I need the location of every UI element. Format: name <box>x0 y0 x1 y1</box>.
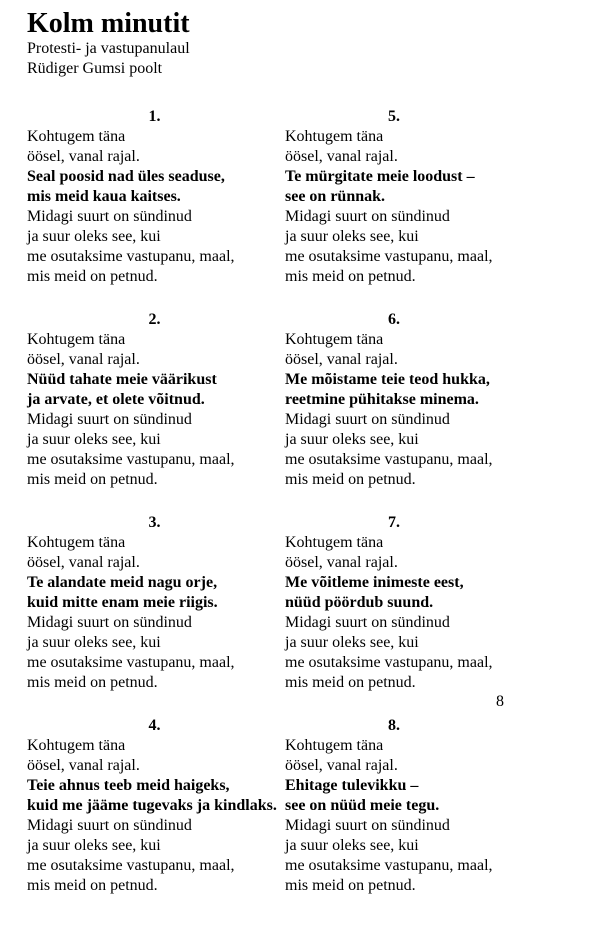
verse-line: ja suur oleks see, kui <box>27 431 161 448</box>
verse-number: 6. <box>388 311 400 328</box>
author-line: Rüdiger Gumsi poolt <box>27 60 163 77</box>
verse-line: Kohtugem täna <box>285 737 384 754</box>
verse-line: Kohtugem täna <box>285 128 384 145</box>
verse-line: ja suur oleks see, kui <box>285 431 419 448</box>
verse-line: Midagi suurt on sündinud <box>27 817 192 834</box>
verse-number: 2. <box>148 311 161 328</box>
verse-line: mis meid on petnud. <box>27 674 158 691</box>
verse-line-bold: Teie ahnus teeb meid haigeks, <box>27 777 230 794</box>
verse-line: Midagi suurt on sündinud <box>285 614 450 631</box>
verse-8 <box>285 716 503 896</box>
verse-line: me osutaksime vastupanu, maal, <box>285 451 493 468</box>
verse-line-bold: reetmine pühitakse minema. <box>285 391 479 408</box>
verse-line: mis meid on petnud. <box>285 471 416 488</box>
verse-6 <box>285 310 503 490</box>
page-number: 8 <box>496 693 504 710</box>
verse-line: me osutaksime vastupanu, maal, <box>27 451 235 468</box>
verse-7 <box>285 513 503 693</box>
verse-line: me osutaksime vastupanu, maal, <box>285 654 493 671</box>
verse-line-bold: kuid mitte enam meie riigis. <box>27 594 218 611</box>
verse-4 <box>27 716 282 896</box>
verse-line-bold: see on rünnak. <box>285 188 386 205</box>
verse-5 <box>285 107 503 287</box>
verse-number: 1. <box>148 108 161 125</box>
verse-2 <box>27 310 282 490</box>
verse-line: öösel, vanal rajal. <box>285 351 398 368</box>
verse-line: ja suur oleks see, kui <box>285 837 419 854</box>
verse-line-bold: Te alandate meid nagu orje, <box>27 574 218 591</box>
verse-line: öösel, vanal rajal. <box>285 554 398 571</box>
verse-number: 7. <box>388 514 400 531</box>
verse-line: mis meid on petnud. <box>27 268 158 285</box>
verse-line: mis meid on petnud. <box>285 877 416 894</box>
verse-number: 3. <box>148 514 161 531</box>
verse-line: me osutaksime vastupanu, maal, <box>285 857 493 874</box>
verse-line-bold: Nüüd tahate meie väärikust <box>27 371 217 388</box>
verse-line-bold: Ehitage tulevikku – <box>285 777 419 794</box>
verse-line: Midagi suurt on sündinud <box>27 614 192 631</box>
verse-line: Kohtugem täna <box>285 534 384 551</box>
verse-3 <box>27 513 282 693</box>
verse-line: öösel, vanal rajal. <box>27 554 140 571</box>
verse-line: ja suur oleks see, kui <box>27 228 161 245</box>
verse-line: ja suur oleks see, kui <box>285 228 419 245</box>
verse-number: 4. <box>148 717 161 734</box>
verse-line: ja suur oleks see, kui <box>27 634 161 651</box>
verse-line: öösel, vanal rajal. <box>285 148 398 165</box>
verse-number: 8. <box>388 717 400 734</box>
verse-line: ja suur oleks see, kui <box>285 634 419 651</box>
verse-line: mis meid on petnud. <box>27 877 158 894</box>
verse-line: Kohtugem täna <box>27 331 126 348</box>
verse-1 <box>27 107 282 287</box>
verse-line-bold: see on nüüd meie tegu. <box>285 797 440 814</box>
verse-line: öösel, vanal rajal. <box>27 757 140 774</box>
verse-line-bold: Me võitleme inimeste eest, <box>285 574 464 591</box>
verse-line: Kohtugem täna <box>27 128 126 145</box>
verse-line: Midagi suurt on sündinud <box>285 411 450 428</box>
verse-line: me osutaksime vastupanu, maal, <box>27 857 235 874</box>
verse-number: 5. <box>388 108 400 125</box>
verse-line: me osutaksime vastupanu, maal, <box>27 654 235 671</box>
verse-line: mis meid on petnud. <box>285 674 416 691</box>
page-title: Kolm minutit <box>27 8 190 39</box>
verse-line: ja suur oleks see, kui <box>27 837 161 854</box>
verse-line: me osutaksime vastupanu, maal, <box>285 248 493 265</box>
verse-line: me osutaksime vastupanu, maal, <box>27 248 235 265</box>
verse-line: Midagi suurt on sündinud <box>27 208 192 225</box>
verse-line: öösel, vanal rajal. <box>27 351 140 368</box>
verse-line: Kohtugem täna <box>27 534 126 551</box>
verse-line: Kohtugem täna <box>27 737 126 754</box>
verse-line: mis meid on petnud. <box>285 268 416 285</box>
verse-line: Midagi suurt on sündinud <box>285 817 450 834</box>
verse-line: Midagi suurt on sündinud <box>285 208 450 225</box>
verse-line-bold: nüüd pöördub suund. <box>285 594 434 611</box>
verse-line-bold: ja arvate, et olete võitnud. <box>27 391 205 408</box>
verse-line: Midagi suurt on sündinud <box>27 411 192 428</box>
verse-line-bold: Me mõistame teie teod hukka, <box>285 371 490 388</box>
verse-line: öösel, vanal rajal. <box>285 757 398 774</box>
verse-line: mis meid on petnud. <box>27 471 158 488</box>
verse-line-bold: Seal poosid nad üles seaduse, <box>27 168 225 185</box>
verse-line-bold: kuid me jääme tugevaks ja kindlaks. <box>27 797 277 814</box>
verse-line-bold: mis meid kaua kaitses. <box>27 188 181 205</box>
verse-line: öösel, vanal rajal. <box>27 148 140 165</box>
subtitle: Protesti- ja vastupanulaul <box>27 40 190 57</box>
verse-line-bold: Te mürgitate meie loodust – <box>285 168 475 185</box>
verse-line: Kohtugem täna <box>285 331 384 348</box>
